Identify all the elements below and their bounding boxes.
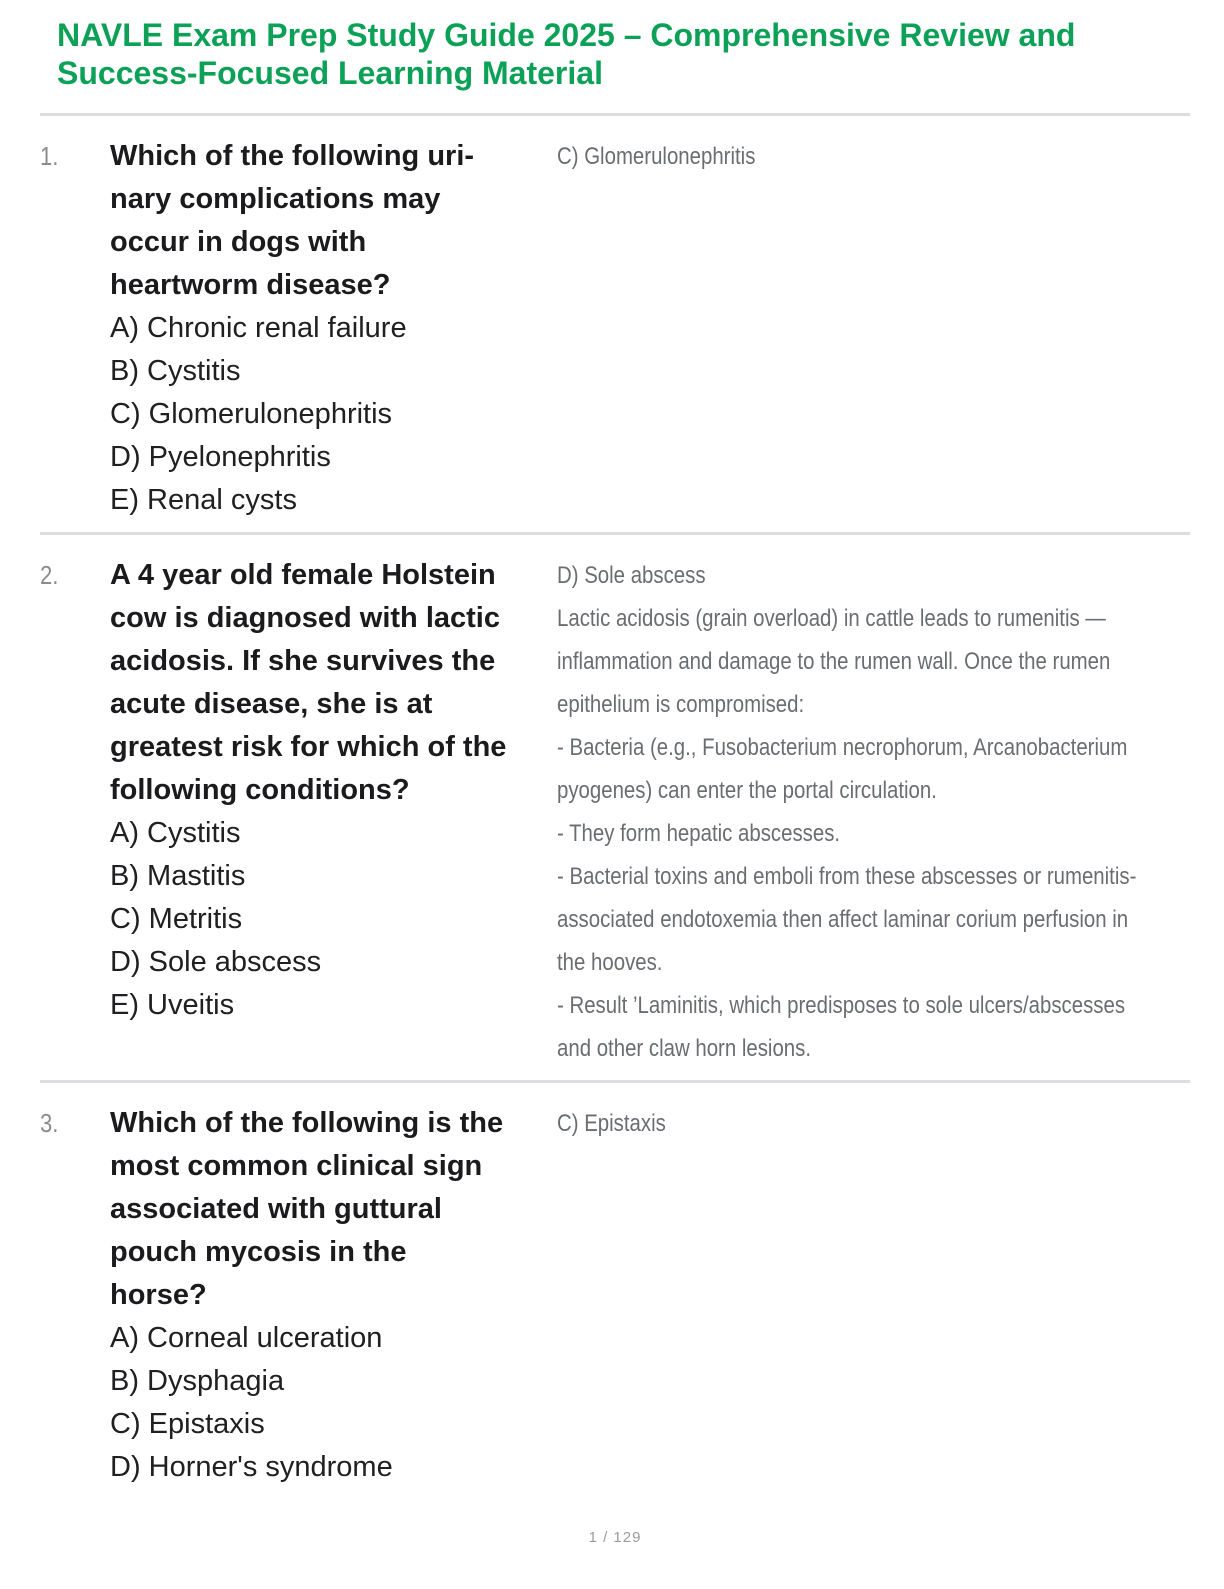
answer-block xyxy=(557,554,1224,1070)
option-line-b: B) Cystitis xyxy=(110,355,241,387)
question-row-1 xyxy=(40,116,1190,532)
question-block xyxy=(110,1102,557,1489)
option-line-e: E) Renal cysts xyxy=(110,484,297,516)
page-title-line-2: Success-Focused Learning Material xyxy=(57,55,603,91)
option-line-d: D) Sole abscess xyxy=(110,946,322,978)
option-line-a: A) Corneal ulceration xyxy=(110,1322,383,1354)
option-line-d: D) Horner's syndrome xyxy=(110,1451,393,1483)
explanation-paragraph: - Bacterial toxins and emboli from these abscesses or rumenitis-associated endotoxemia then affect laminar corium perfusion in the hooves. xyxy=(557,863,1137,976)
question-text: Which of the following urinary complications may occur in dogs with heartworm disease? xyxy=(110,140,475,301)
question-row-2 xyxy=(40,535,1190,1080)
answer-body xyxy=(557,1102,1152,1145)
option-line-c: C) Metritis xyxy=(110,903,243,935)
answer-block xyxy=(557,1102,1224,1145)
option-line-a: A) Chronic renal failure xyxy=(110,312,407,344)
answer-body xyxy=(557,135,1152,178)
question-text: A 4 year old female Holstein cow is diagnosed with lactic acidosis. If she survives the acute disease, she is at greatest risk for which of the following conditions? xyxy=(110,559,507,806)
question-number: 3. xyxy=(40,1108,59,1138)
page-title xyxy=(57,16,1190,92)
explanation-paragraph: Lactic acidosis (grain overload) in cattle leads to rumenitis — inflammation and damage to the rumen wall. Once the rumen epithelium is compromised: xyxy=(557,605,1111,718)
page-indicator: 1 / 129 xyxy=(588,1529,642,1546)
option-line-c: C) Glomerulonephritis xyxy=(110,398,393,430)
page-footer xyxy=(40,1499,1190,1547)
question-row-3 xyxy=(40,1083,1190,1499)
explanation-paragraph: - Result ’Laminitis, which predisposes to sole ulcers/abscesses and other claw horn lesions. xyxy=(557,992,1126,1062)
option-line-b: B) Dysphagia xyxy=(110,1365,285,1397)
correct-answer: D) Sole abscess xyxy=(557,562,706,589)
option-line-e: E) Uveitis xyxy=(110,989,235,1021)
question-block xyxy=(110,135,557,522)
answer-body xyxy=(557,554,1152,1070)
correct-answer: C) Glomerulonephritis xyxy=(557,143,756,170)
explanation-paragraph: - Bacteria (e.g., Fusobacterium necrophorum, Arcanobacterium pyogenes) can enter the portal circulation. xyxy=(557,734,1128,804)
answer-block xyxy=(557,135,1224,178)
correct-answer: C) Epistaxis xyxy=(557,1110,666,1137)
option-line-d: D) Pyelonephritis xyxy=(110,441,331,473)
option-line-a: A) Cystitis xyxy=(110,817,241,849)
question-number: 2. xyxy=(40,560,59,590)
option-line-b: B) Mastitis xyxy=(110,860,246,892)
page-title-line-1: NAVLE Exam Prep Study Guide 2025 – Comprehensive Review and xyxy=(57,17,1076,53)
question-number: 1. xyxy=(40,141,59,171)
explanation-paragraph: - They form hepatic abscesses. xyxy=(557,820,841,847)
question-block xyxy=(110,554,557,1027)
option-line-c: C) Epistaxis xyxy=(110,1408,265,1440)
question-text: Which of the following is the most common clinical sign associated with guttural pouch mycosis in the horse? xyxy=(110,1107,504,1311)
